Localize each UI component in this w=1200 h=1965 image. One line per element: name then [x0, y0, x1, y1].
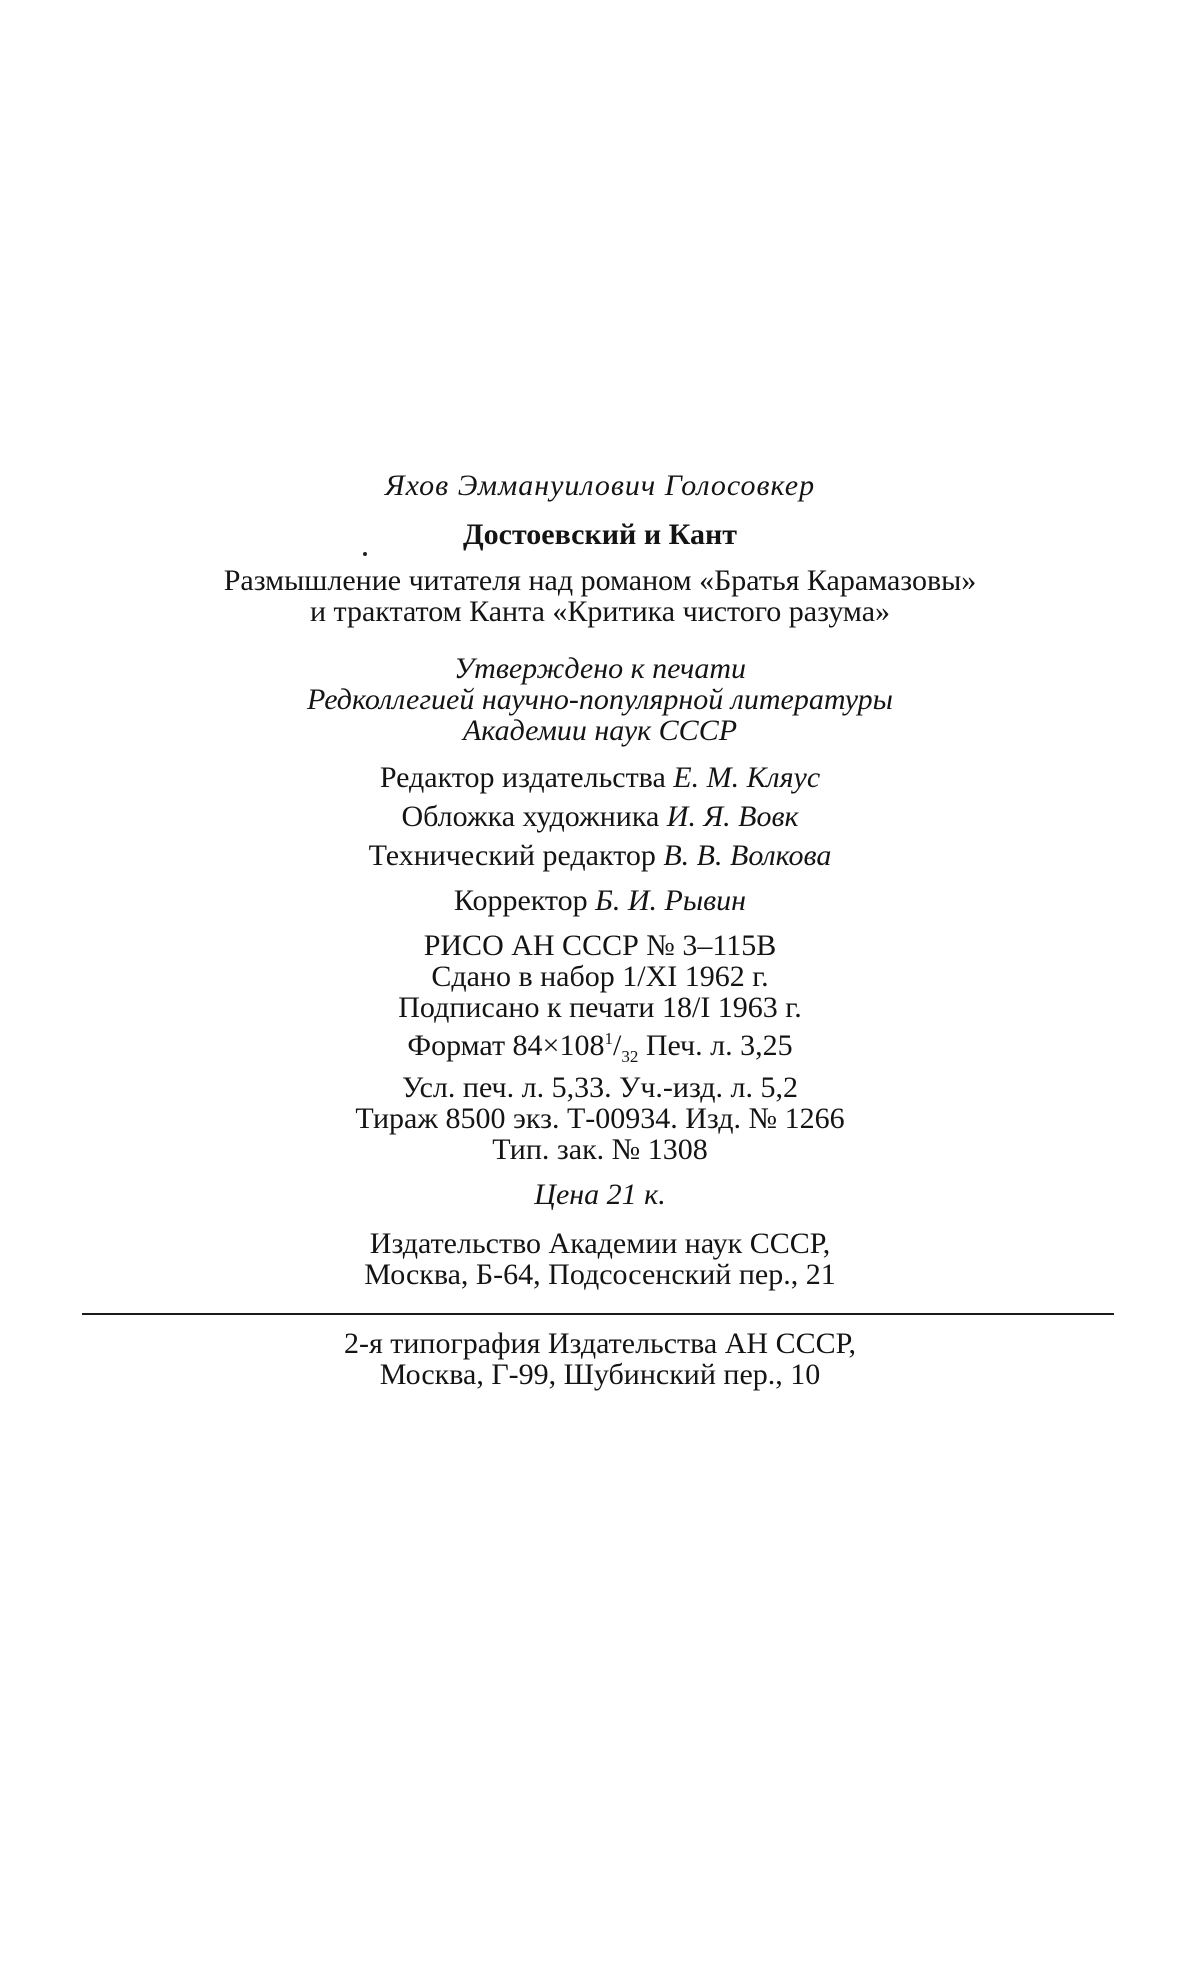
colophon — [80, 470, 1120, 1290]
credit-name: В. В. Волкова — [663, 839, 832, 872]
subtitle-line: и трактатом Канта «Критика чистого разума» — [309, 595, 891, 628]
printer-block — [80, 1328, 1120, 1390]
publisher-line: Москва, Б-64, Подсосенский пер., 21 — [364, 1258, 836, 1291]
imprint-submitted: Сдано в набор 1/XI 1962 г. — [431, 960, 769, 993]
credit-name: Е. М. Кляус — [673, 761, 821, 794]
publisher-block — [80, 1228, 1120, 1290]
imprint-order: Тип. зак. № 1308 — [492, 1133, 708, 1166]
credit-tech-editor — [80, 840, 1120, 871]
approval-line: Редколлегией научно-популярной литературы — [307, 683, 893, 716]
price: Цена 21 к. — [534, 1178, 666, 1211]
credit-role: Редактор издательства — [379, 761, 666, 794]
credit-name: Б. И. Рывин — [595, 884, 747, 917]
approval-line: Академии наук СССР — [462, 714, 738, 747]
credit-proofreader — [80, 885, 1120, 916]
format-denominator: 32 — [621, 1047, 639, 1066]
credit-cover-artist — [80, 801, 1120, 832]
subtitle-line: Размышление читателя над романом «Братья Карамазовы» — [223, 564, 977, 597]
approval-line: Утверждено к печати — [453, 652, 747, 685]
imprint-format: Формат $84\times 108^1/_{32}$ Печ. л. 3,25 — [407, 1029, 793, 1066]
format-prefix: Формат 84×108 — [407, 1029, 605, 1062]
imprint-sheets: Усл. печ. л. 5,33. Уч.-изд. л. 5,2 — [401, 1071, 799, 1104]
format-numerator: 1 — [604, 1029, 613, 1048]
imprint-block — [80, 930, 1120, 1165]
divider-rule — [82, 1313, 1114, 1315]
credit-editor — [80, 762, 1120, 793]
imprint-print-run: Тираж 8500 экз. Т-00934. Изд. № 1266 — [355, 1102, 845, 1135]
book-title: Достоевский и Кант — [462, 518, 737, 551]
credit-role: Корректор — [453, 884, 588, 917]
printer-line: Москва, Г-99, Шубинский пер., 10 — [379, 1358, 821, 1391]
format-suffix: Печ. л. 3,25 — [638, 1029, 793, 1062]
printer-line: 2-я типография Издательства АН СССР, — [343, 1327, 857, 1360]
credit-role: Обложка художника — [401, 800, 660, 833]
credit-name: И. Я. Вовк — [666, 800, 799, 833]
author-name: Яхов Эммануилович Голосовкер — [384, 469, 816, 502]
imprint-riso: РИСО АН СССР № 3–115В — [423, 929, 777, 962]
imprint-signed: Подписано к печати 18/I 1963 г. — [398, 991, 802, 1024]
publisher-line: Издательство Академии наук СССР, — [369, 1227, 831, 1260]
subtitle-block — [80, 565, 1120, 627]
credit-role: Технический редактор — [368, 839, 656, 872]
approval-block — [80, 653, 1120, 746]
